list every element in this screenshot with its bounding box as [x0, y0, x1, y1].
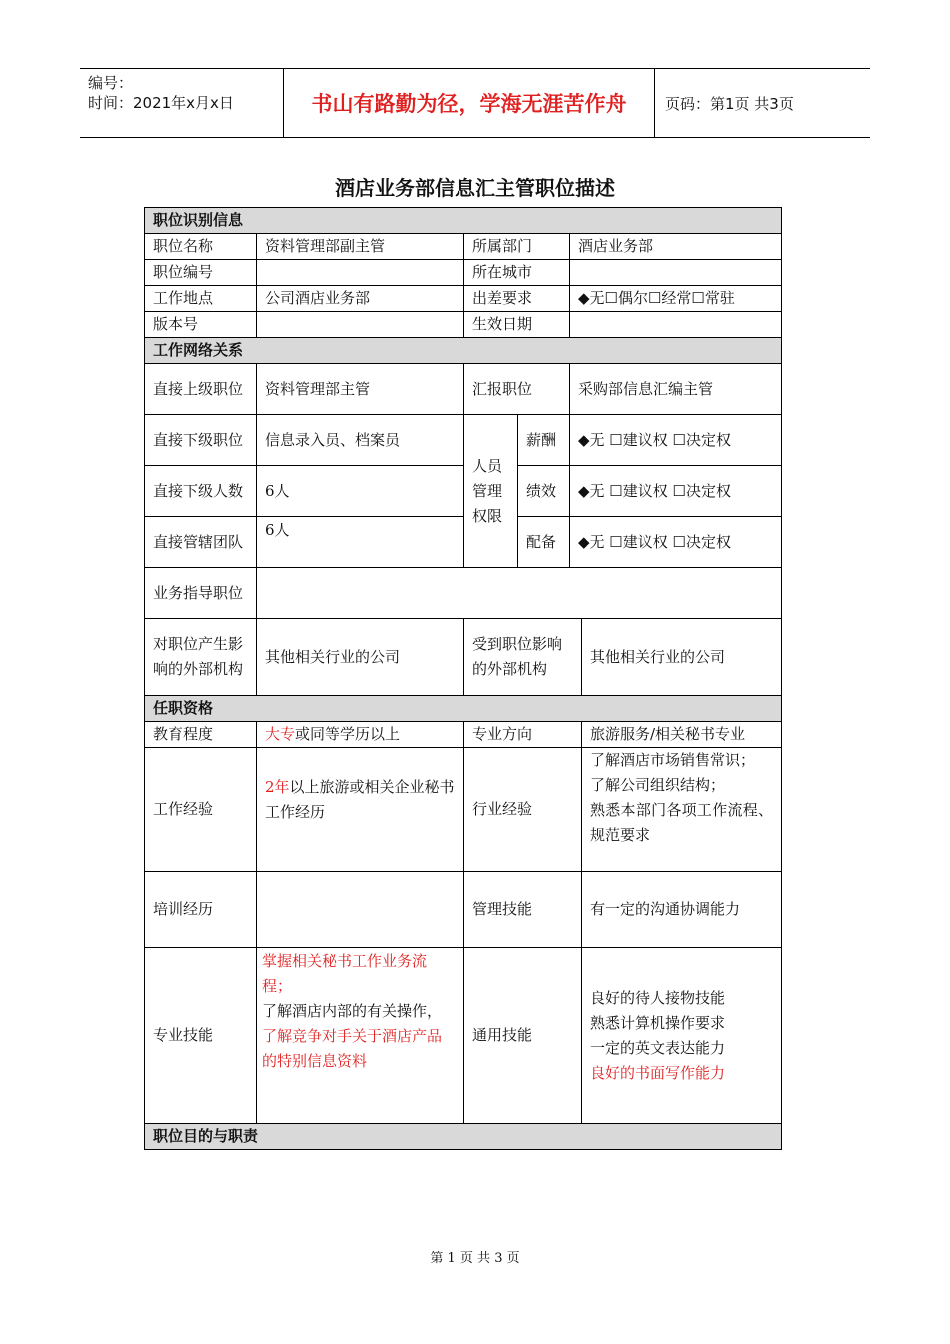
- industry-experience-line: 了解公司组织结构；: [590, 776, 726, 794]
- section-network: 工作网络关系: [145, 338, 782, 364]
- team-label: 直接管辖团队: [145, 517, 257, 568]
- report-value: 采购部信息汇编主管: [570, 364, 782, 415]
- professional-skill-value: [257, 948, 464, 1124]
- work-experience-value: [257, 748, 464, 872]
- management-skill-label: 管理技能: [464, 872, 582, 948]
- superior-value: 资料管理部主管: [257, 364, 464, 415]
- education-label: 教育程度: [145, 722, 257, 748]
- training-label: 培训经历: [145, 872, 257, 948]
- staffing-label: 配备: [518, 517, 570, 568]
- general-skill-line: 一定的英文表达能力: [590, 1038, 726, 1057]
- industry-experience-line: 熟悉本部门各项工作流程、规范要求: [590, 801, 774, 844]
- industry-experience-line: 了解酒店市场销售常识；: [590, 751, 756, 769]
- header-page-label: 页码：第1页 共3页: [665, 94, 794, 113]
- department-label: 所属部门: [464, 234, 570, 260]
- industry-experience-value: [582, 748, 782, 872]
- position-code-value: [257, 260, 464, 286]
- position-name-value: 资料管理部副主管: [257, 234, 464, 260]
- training-value: [257, 872, 464, 948]
- professional-skill-line: 了解竞争对手关于酒店产品的特别信息资料: [262, 1027, 443, 1070]
- guidance-label: 业务指导职位: [145, 568, 257, 619]
- work-experience-label: 工作经验: [145, 748, 257, 872]
- city-label: 所在城市: [464, 260, 570, 286]
- staffing-value: ◆无 ☐建议权 ☐决定权: [570, 517, 782, 568]
- guidance-value: [257, 568, 782, 619]
- position-name-label: 职位名称: [145, 234, 257, 260]
- version-label: 版本号: [145, 312, 257, 338]
- section-identity: 职位识别信息: [145, 208, 782, 234]
- work-experience-highlight: 2年: [265, 778, 290, 796]
- management-skill-value: 有一定的沟通协调能力: [582, 872, 782, 948]
- city-value: [570, 260, 782, 286]
- professional-skill-label: 专业技能: [145, 948, 257, 1124]
- education-highlight: 大专: [265, 725, 296, 743]
- report-label: 汇报职位: [464, 364, 570, 415]
- professional-skill-line: 了解酒店内部的有关操作，: [262, 1002, 443, 1020]
- education-rest: 或同等学历以上: [295, 725, 401, 743]
- subordinate-count-value: 6人: [257, 466, 464, 517]
- external-affecting-value: 其他相关行业的公司: [257, 619, 464, 696]
- work-experience-rest: 以上旅游或相关企业秘书工作经历: [265, 778, 455, 821]
- travel-value: ◆无☐偶尔☐经常☐常驻: [570, 286, 782, 312]
- general-skill-line: 熟悉计算机操作要求: [590, 1013, 726, 1032]
- general-skill-label: 通用技能: [464, 948, 582, 1124]
- subordinate-label: 直接下级职位: [145, 415, 257, 466]
- subordinate-count-label: 直接下级人数: [145, 466, 257, 517]
- major-value: 旅游服务/相关秘书专业: [582, 722, 782, 748]
- header-motto: 书山有路勤为径，学海无涯苦作舟: [283, 69, 655, 137]
- effective-date-label: 生效日期: [464, 312, 570, 338]
- authority-label: 人员管理权限: [464, 415, 518, 568]
- external-affected-label: 受到职位影响的外部机构: [464, 619, 582, 696]
- document-title: 酒店业务部信息汇主管职位描述: [335, 176, 615, 200]
- location-value: 公司酒店业务部: [257, 286, 464, 312]
- number-label: 编号：: [88, 74, 134, 92]
- job-description-table: [144, 207, 782, 1150]
- travel-label: 出差要求: [464, 286, 570, 312]
- general-skill-value: [582, 948, 782, 1124]
- major-label: 专业方向: [464, 722, 582, 748]
- performance-label: 绩效: [518, 466, 570, 517]
- education-value: [257, 722, 464, 748]
- external-affected-value: 其他相关行业的公司: [582, 619, 782, 696]
- industry-experience-label: 行业经验: [464, 748, 582, 872]
- external-affecting-label: 对职位产生影响的外部机构: [145, 619, 257, 696]
- department-value: 酒店业务部: [570, 234, 782, 260]
- salary-value: ◆无 ☐建议权 ☐决定权: [570, 415, 782, 466]
- professional-skill-line: 掌握相关秘书工作业务流程；: [262, 952, 428, 995]
- section-duties: 职位目的与职责: [145, 1124, 782, 1150]
- salary-label: 薪酬: [518, 415, 570, 466]
- page-header: [80, 68, 870, 138]
- effective-date-value: [570, 312, 782, 338]
- section-qualifications: 任职资格: [145, 696, 782, 722]
- header-meta: [80, 69, 283, 137]
- version-value: [257, 312, 464, 338]
- page-footer: 第 1 页 共 3 页: [430, 1251, 520, 1266]
- performance-value: ◆无 ☐建议权 ☐决定权: [570, 466, 782, 517]
- superior-label: 直接上级职位: [145, 364, 257, 415]
- general-skill-line: 良好的书面写作能力: [590, 1063, 726, 1082]
- general-skill-line: 良好的待人接物技能: [590, 988, 726, 1007]
- team-value: 6人: [257, 517, 464, 568]
- time-label: 时间：2021年x月x日: [88, 94, 234, 112]
- location-label: 工作地点: [145, 286, 257, 312]
- subordinate-value: 信息录入员、档案员: [257, 415, 464, 466]
- position-code-label: 职位编号: [145, 260, 257, 286]
